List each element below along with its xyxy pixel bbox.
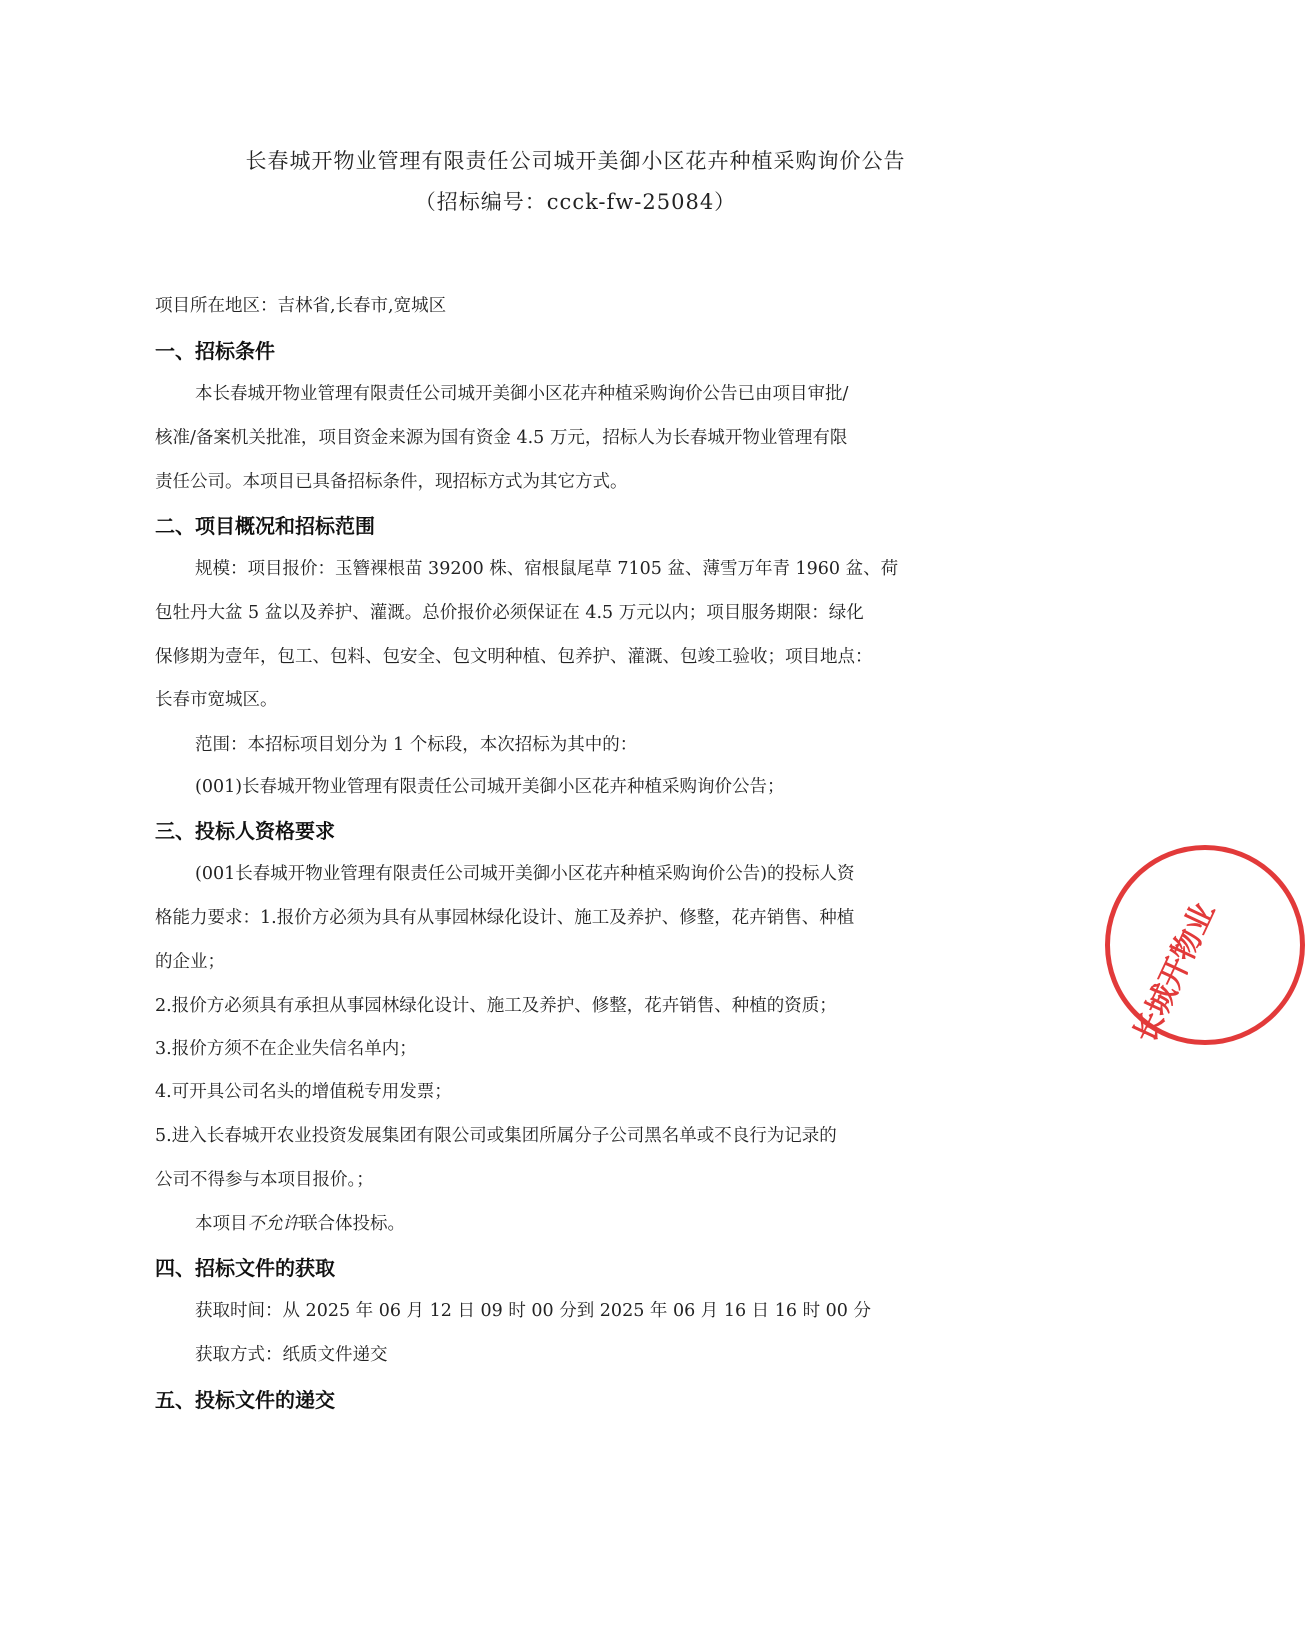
section-1-heading: 一、招标条件 — [155, 339, 275, 363]
section-3-line: 的企业； — [155, 952, 225, 972]
joint-bid-suffix: 联合体投标。 — [300, 1214, 405, 1234]
section-3-line: 格能力要求：1.报价方必须为具有从事园林绿化设计、施工及养护、修整，花卉销售、种植 — [155, 908, 855, 928]
section-1-line: 责任公司。本项目已具备招标条件，现招标方式为其它方式。 — [155, 472, 628, 492]
requirement-3: 3.报价方须不在企业失信名单内； — [155, 1039, 417, 1059]
section-2-lot: (001)长春城开物业管理有限责任公司城开美御小区花卉种植采购询价公告； — [195, 777, 785, 797]
document-title: 长春城开物业管理有限责任公司城开美御小区花卉种植采购询价公告 — [245, 149, 906, 173]
section-1-line: 核准/备案机关批准，项目资金来源为国有资金 4.5 万元，招标人为长春城开物业管理有限 — [155, 428, 848, 448]
requirement-5: 5.进入长春城开农业投资发展集团有限公司或集团所属分子公司黑名单或不良行为记录的 — [155, 1126, 837, 1146]
section-2-heading: 二、项目概况和招标范围 — [155, 514, 375, 538]
joint-bid-note — [195, 1210, 965, 1235]
section-2-line: 包牡丹大盆 5 盆以及养护、灌溉。总价报价必须保证在 4.5 万元以内；项目服务期限：绿化 — [155, 603, 864, 623]
section-5-heading: 五、投标文件的递交 — [155, 1388, 335, 1412]
section-4-heading: 四、招标文件的获取 — [155, 1256, 335, 1280]
section-2-line: 长春市宽城区。 — [155, 690, 278, 710]
acquisition-method: 获取方式：纸质文件递交 — [195, 1345, 388, 1365]
section-1-line: 本长春城开物业管理有限责任公司城开美御小区花卉种植采购询价公告已由项目审批/ — [195, 384, 849, 404]
section-2-line: 规模：项目报价：玉簪裸根苗 39200 株、宿根鼠尾草 7105 盆、薄雪万年青 1960 盆、荷 — [195, 559, 899, 579]
section-2-scope: 范围：本招标项目划分为 1 个标段，本次招标为其中的： — [195, 735, 638, 755]
joint-bid-emphasis: 不允许 — [247, 1214, 300, 1234]
acquisition-time: 获取时间：从 2025 年 06 月 12 日 09 时 00 分到 2025 年 06 月 16 日 16 时 00 分 — [195, 1301, 871, 1321]
project-location: 项目所在地区：吉林省,长春市,宽城区 — [155, 296, 447, 316]
section-2-line: 保修期为壹年，包工、包料、包安全、包文明种植、包养护、灌溉、包竣工验收；项目地点： — [155, 647, 873, 667]
requirement-2: 2.报价方必须具有承担从事园林绿化设计、施工及养护、修整，花卉销售、种植的资质； — [155, 996, 837, 1016]
requirement-4: 4.可开具公司名头的增值税专用发票； — [155, 1082, 452, 1102]
section-3-heading: 三、投标人资格要求 — [155, 819, 335, 843]
section-3-line: (001长春城开物业管理有限责任公司城开美御小区花卉种植采购询价公告)的投标人资 — [195, 864, 855, 884]
tender-number: （招标编号：ccck-fw-25084） — [414, 190, 737, 214]
seal-text: 长城开物业 — [1127, 897, 1223, 1049]
requirement-5-cont: 公司不得参与本项目报价。； — [155, 1170, 374, 1190]
joint-bid-prefix: 本项目 — [195, 1214, 248, 1234]
